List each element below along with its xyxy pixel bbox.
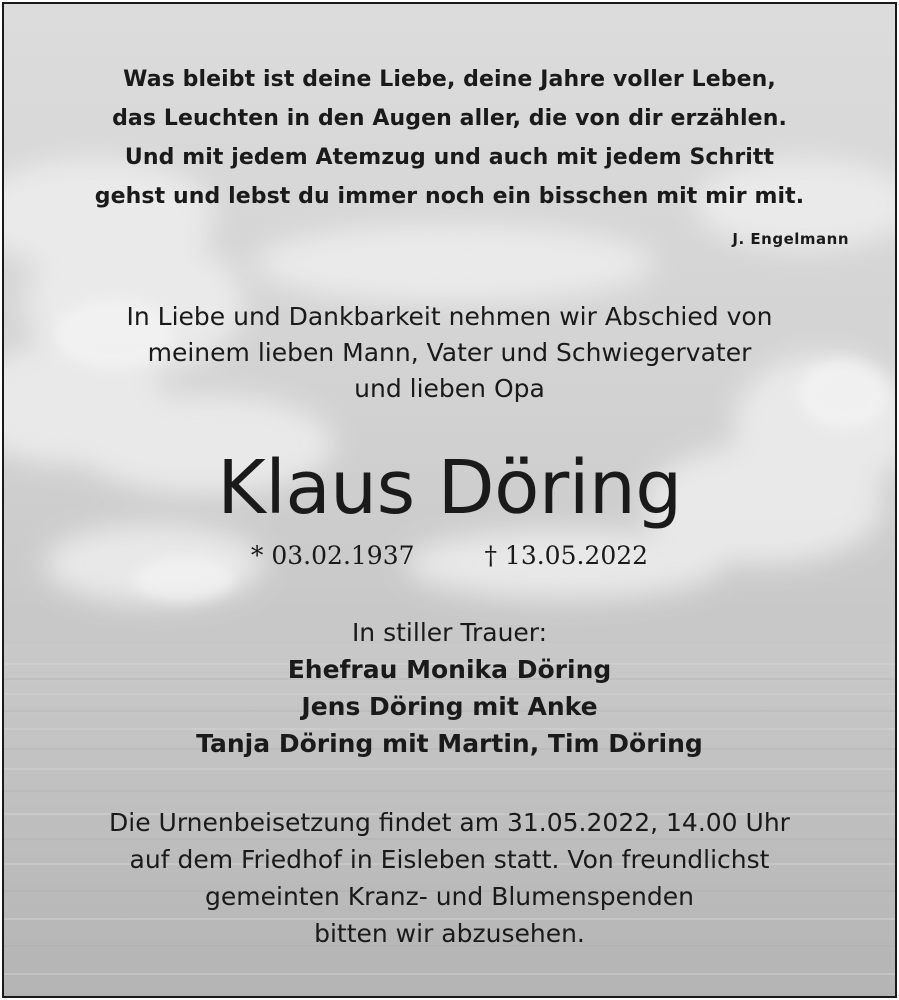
deceased-name: Klaus Döring [217,445,682,531]
notice-line: auf dem Friedhof in Eisleben statt. Von freundlichst [129,845,770,874]
mourner-name: Tanja Döring mit Martin, Tim Döring [196,729,703,758]
poem-line: Und mit jedem Atemzug und auch mit jedem Schritt [124,145,775,170]
death-date: † 13.05.2022 [484,541,649,570]
obituary-content [4,4,895,996]
notice-line: Die Urnenbeisetzung findet am 31.05.2022, 14.00 Uhr [109,808,790,837]
funeral-notice [24,804,875,952]
mourner-name: Jens Döring mit Anke [301,692,598,721]
intro-line: und lieben Opa [354,374,545,403]
notice-line: bitten wir abzusehen. [314,919,585,948]
farewell-intro [24,299,875,407]
birth-date: * 03.02.1937 [250,541,415,570]
mourners-list [4,651,895,762]
life-dates [4,538,895,574]
poem-line: das Leuchten in den Augen aller, die von dir erzählen. [112,106,787,131]
poem-author: J. Engelmann [732,230,849,248]
obituary-card [2,2,897,998]
intro-line: In Liebe und Dankbarkeit nehmen wir Abschied von [126,302,773,331]
notice-line: gemeinten Kranz- und Blumenspenden [205,882,694,911]
mourner-name: Ehefrau Monika Döring [287,655,612,684]
poem-line: gehst und lebst du immer noch ein bisschen mit mir mit. [94,184,805,209]
mourners-heading: In stiller Trauer: [351,618,548,647]
poem [24,60,875,216]
poem-line: Was bleibt ist deine Liebe, deine Jahre voller Leben, [123,67,776,92]
intro-line: meinem lieben Mann, Vater und Schwiegervater [147,338,752,367]
